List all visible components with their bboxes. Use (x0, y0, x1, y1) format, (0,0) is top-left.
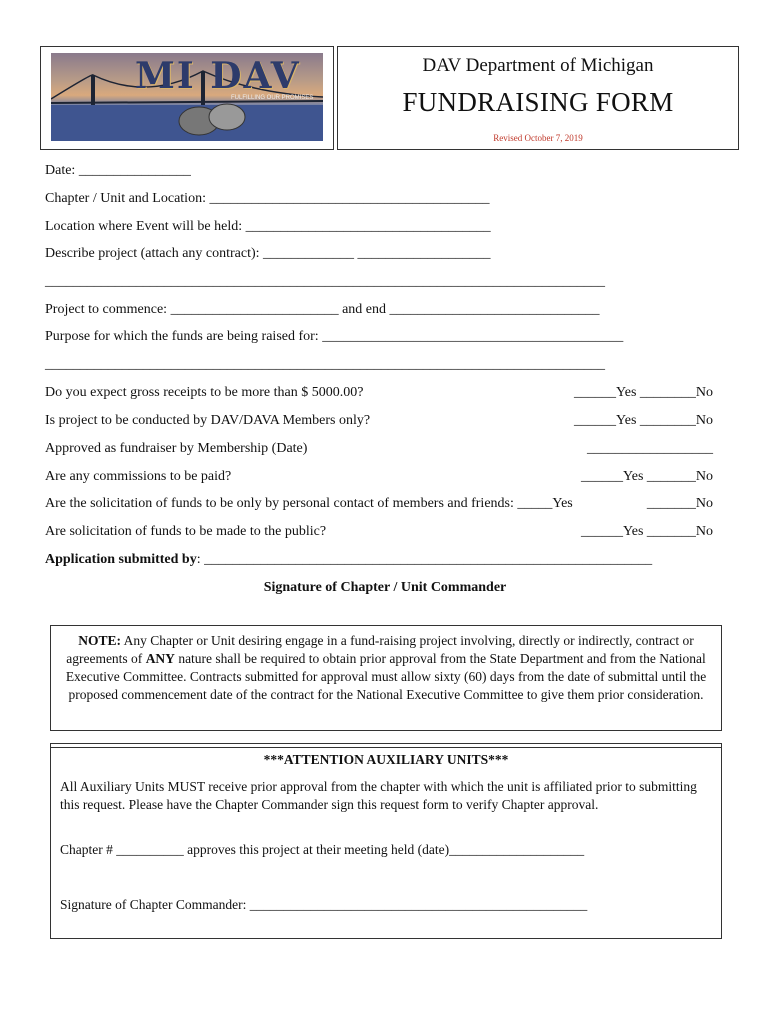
note-text-2: nature shall be required to obtain prior approval from the State Department and from the National Executive Committee. Contracts submitted for approval must allow sixty (60) days from the date of submittal until the proposed commencement date of the contract for the National Executive Committee to give them prior consideration. (65, 651, 707, 702)
note-text-1: Any Chapter or Unit desiring engage in a fund-raising project involving, directly or indirectly, contract or agreements of (66, 633, 694, 666)
submitted-label: Application submitted by (45, 552, 197, 567)
auxiliary-title: ***ATTENTION AUXILIARY UNITS*** (263, 752, 509, 767)
application-submitted (45, 552, 652, 568)
logo-image (51, 53, 323, 141)
purpose-continuation-line[interactable]: ________________________________________________________________________________ (45, 357, 605, 372)
note-any: ANY (145, 651, 175, 666)
answer-gross-receipts[interactable]: ______Yes ________No (574, 385, 713, 400)
question-commissions: Are any commissions to be paid? (45, 469, 232, 484)
answer-members-only[interactable]: ______Yes ________No (574, 413, 713, 428)
logo-box (40, 46, 334, 150)
logo-tagline: FULFILLING OUR PROMISES (231, 95, 314, 101)
title-box (337, 46, 739, 150)
note-label: NOTE: (78, 633, 122, 648)
revised-date: Revised October 7, 2019 (493, 133, 583, 143)
purpose-field[interactable]: Purpose for which the funds are being raised for: ___________________________________________ (45, 329, 624, 344)
location-field[interactable]: Location where Event will be held: ___________________________________ (45, 219, 491, 234)
date-field[interactable]: Date: ________________ (45, 163, 191, 178)
auxiliary-signature-line[interactable]: Signature of Chapter Commander: __________________________________________________ (60, 897, 588, 912)
commander-signature-label: Signature of Chapter / Unit Commander (263, 580, 507, 595)
auxiliary-chapter-line[interactable]: Chapter # __________ approves this project at their meeting held (date)____________________ (60, 842, 585, 857)
logo-text: MI DAV (135, 55, 301, 97)
question-personal-contact: Are the solicitation of funds to be only by personal contact of members and friends: _____Yes (45, 496, 573, 511)
commence-field[interactable]: Project to commence: ________________________ and end ______________________________ (45, 302, 600, 317)
submitted-line[interactable]: : ________________________________________________________________ (196, 552, 653, 567)
answer-personal-contact[interactable]: _______No (646, 496, 713, 511)
describe-field[interactable]: Describe project (attach any contract): _____________ ___________________ (45, 246, 491, 261)
department-name: DAV Department of Michigan (422, 55, 654, 76)
answer-approved-date[interactable]: __________________ (587, 441, 713, 456)
note-box (50, 625, 722, 731)
question-gross-receipts: Do you expect gross receipts to be more than $ 5000.00? (45, 385, 364, 400)
describe-continuation-line[interactable]: ________________________________________________________________________________ (45, 274, 605, 289)
auxiliary-text: All Auxiliary Units MUST receive prior approval from the chapter with which the unit is affiliated prior to submitting this request. Please have the Chapter Commander sign this request form to verify Chapter approval. (60, 779, 697, 812)
answer-commissions[interactable]: ______Yes _______No (581, 469, 713, 484)
answer-public[interactable]: ______Yes _______No (581, 524, 713, 539)
question-public: Are solicitation of funds to be made to the public? (45, 524, 327, 539)
auxiliary-box (50, 743, 722, 939)
chapter-field[interactable]: Chapter / Unit and Location: ________________________________________ (45, 191, 490, 206)
question-approved-date: Approved as fundraiser by Membership (Date) (45, 441, 308, 456)
form-title: FUNDRAISING FORM (402, 87, 674, 117)
question-members-only: Is project to be conducted by DAV/DAVA Members only? (45, 413, 371, 428)
